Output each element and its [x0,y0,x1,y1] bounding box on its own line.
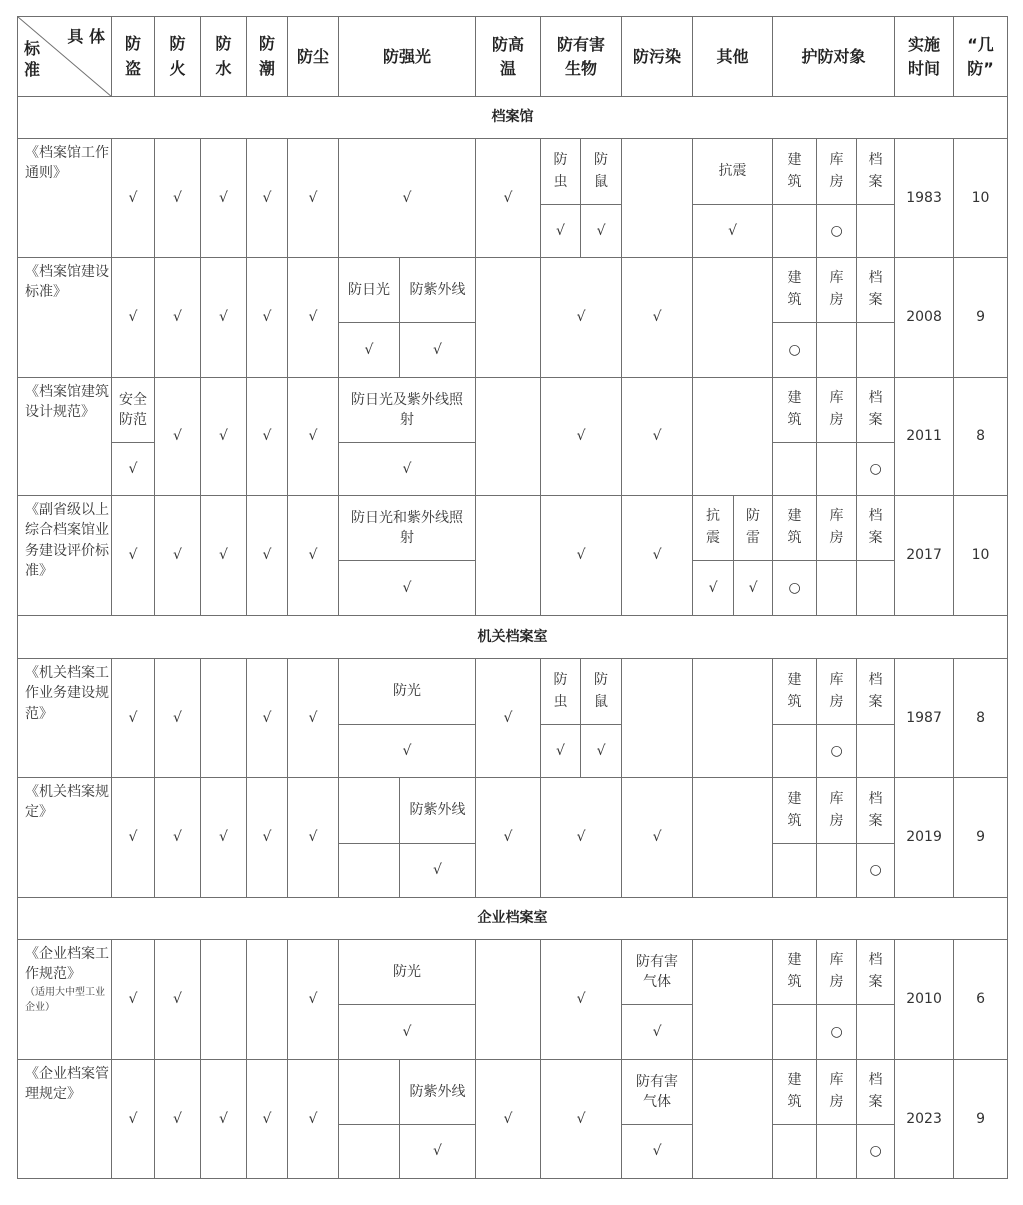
cell-damp: √ [247,378,288,496]
cell-heat [476,378,541,496]
cell-archive [857,1005,895,1060]
cell-theft: √ [112,1060,155,1179]
label-building: 建筑 [773,1060,817,1125]
cell-count: 8 [954,659,1008,778]
cell-water: √ [201,778,247,898]
cell-dust: √ [288,378,339,496]
header-fire: 防火 [155,17,201,97]
label-archive: 档案 [857,258,895,323]
cell-dust: √ [288,778,339,898]
row-name: 《机关档案工作业务建设规范》 [18,659,112,778]
cell-storeroom [817,561,857,616]
section-row [18,97,1008,139]
cell-count: 6 [954,940,1008,1060]
cell-other [693,940,773,1060]
cell-year: 2019 [895,778,954,898]
cell-damp: √ [247,139,288,258]
cell-pollution [622,139,693,258]
cell-dust: √ [288,258,339,378]
label-archive: 档案 [857,1060,895,1125]
cell-storeroom: ○ [817,205,857,258]
header-pollution: 防污染 [622,17,693,97]
cell-building: ○ [773,323,817,378]
label-earthquake: 抗震 [693,139,773,205]
row-note: （适用大中型工业企业） [25,986,105,1013]
cell-fire: √ [155,778,201,898]
cell-archive [857,205,895,258]
cell-archive [857,561,895,616]
header-water: 防水 [201,17,247,97]
cell-other [693,258,773,378]
cell-dust: √ [288,659,339,778]
label-building: 建筑 [773,778,817,844]
cell-theft: √ [112,940,155,1060]
table-row [18,258,1008,323]
cell-archive: ○ [857,1125,895,1179]
label-building: 建筑 [773,659,817,725]
cell-archive [857,725,895,778]
label-storeroom: 库房 [817,1060,857,1125]
cell-light: √ [339,725,476,778]
cell-heat [476,940,541,1060]
cell-count: 9 [954,258,1008,378]
cell-earthquake: √ [693,205,773,258]
cell-sunlight-label [339,778,400,844]
label-storeroom: 库房 [817,139,857,205]
cell-fire: √ [155,378,201,496]
cell-storeroom [817,323,857,378]
label-uv: 防紫外线 [400,778,476,844]
header-damp: 防潮 [247,17,288,97]
cell-fire: √ [155,659,201,778]
cell-dust: √ [288,496,339,616]
label-harmful-gas: 防有害气体 [622,940,693,1005]
row-name: 《档案馆建设标准》 [18,258,112,378]
cell-rat: √ [581,725,622,778]
cell-water: √ [201,1060,247,1179]
label-archive: 档案 [857,778,895,844]
table-row [18,139,1008,205]
label-sun-uv: 防日光和紫外线照射 [339,496,476,561]
cell-uv: √ [400,844,476,898]
cell-count: 9 [954,1060,1008,1179]
cell-light: √ [339,443,476,496]
row-name: 《档案馆建筑设计规范》 [18,378,112,496]
cell-count: 8 [954,378,1008,496]
cell-building [773,205,817,258]
label-sun-uv: 防日光及紫外线照射 [339,378,476,443]
cell-building [773,725,817,778]
cell-pests: √ [541,940,622,1060]
cell-pollution: √ [622,778,693,898]
label-building: 建筑 [773,139,817,205]
row-name: 《副省级以上综合档案馆业务建设评价标准》 [18,496,112,616]
cell-insect: √ [541,205,581,258]
cell-year: 2010 [895,940,954,1060]
label-security: 安全防范 [112,378,155,443]
label-archive: 档案 [857,940,895,1005]
row-name: 《企业档案管理规定》 [18,1060,112,1179]
cell-pests: √ [541,258,622,378]
cell-damp: √ [247,778,288,898]
cell-theft: √ [112,258,155,378]
cell-pollution: √ [622,496,693,616]
label-light: 防光 [339,659,476,725]
cell-other [693,659,773,778]
cell-pollution: √ [622,378,693,496]
label-rat: 防鼠 [581,659,622,725]
label-lightning: 防雷 [734,496,773,561]
cell-water: √ [201,139,247,258]
cell-building: ○ [773,561,817,616]
row-name [18,940,112,1060]
cell-fire: √ [155,940,201,1060]
cell-water: √ [201,496,247,616]
label-building: 建筑 [773,496,817,561]
label-uv: 防紫外线 [400,258,476,323]
label-sunlight: 防日光 [339,258,400,323]
label-storeroom: 库房 [817,496,857,561]
cell-building [773,443,817,496]
header-heat: 防高温 [476,17,541,97]
label-storeroom: 库房 [817,378,857,443]
cell-sunlight: √ [339,323,400,378]
cell-heat [476,258,541,378]
label-rat: 防鼠 [581,139,622,205]
header-theft: 防盗 [112,17,155,97]
cell-pollution: √ [622,1125,693,1179]
cell-uv: √ [400,323,476,378]
row-name-text: 《企业档案工作规范》 [25,946,109,983]
cell-sunlight [339,844,400,898]
cell-rat: √ [581,205,622,258]
cell-building [773,1125,817,1179]
label-harmful-gas: 防有害气体 [622,1060,693,1125]
label-storeroom: 库房 [817,778,857,844]
cell-year: 2017 [895,496,954,616]
cell-year: 2023 [895,1060,954,1179]
label-archive: 档案 [857,659,895,725]
cell-pests: √ [541,1060,622,1179]
table-row [18,378,1008,443]
cell-dust: √ [288,139,339,258]
cell-dust: √ [288,940,339,1060]
cell-other [693,1060,773,1179]
cell-storeroom [817,443,857,496]
cell-storeroom: ○ [817,725,857,778]
cell-archive [857,323,895,378]
label-storeroom: 库房 [817,258,857,323]
header-dust: 防尘 [288,17,339,97]
cell-water: √ [201,378,247,496]
label-earthquake: 抗震 [693,496,734,561]
cell-lightning: √ [734,561,773,616]
label-light: 防光 [339,940,476,1005]
label-building: 建筑 [773,258,817,323]
table-row [18,940,1008,1005]
cell-damp: √ [247,659,288,778]
cell-fire: √ [155,1060,201,1179]
cell-archive: ○ [857,844,895,898]
cell-pollution [622,659,693,778]
cell-theft: √ [112,496,155,616]
cell-heat: √ [476,139,541,258]
header-count: “几防” [954,17,1008,97]
cell-other [693,378,773,496]
cell-damp: √ [247,258,288,378]
label-archive: 档案 [857,496,895,561]
cell-fire: √ [155,258,201,378]
cell-light: √ [339,139,476,258]
section-enterprise: 企业档案室 [18,898,1008,940]
cell-count: 9 [954,778,1008,898]
cell-sunlight-label [339,1060,400,1125]
header-row [18,17,1008,97]
corner-top-label: 具 体 [67,27,105,46]
cell-dust: √ [288,1060,339,1179]
cell-storeroom: ○ [817,1005,857,1060]
label-storeroom: 库房 [817,940,857,1005]
cell-heat: √ [476,778,541,898]
cell-heat: √ [476,659,541,778]
cell-theft: √ [112,659,155,778]
header-objects: 护防对象 [773,17,895,97]
cell-pests: √ [541,378,622,496]
section-row [18,898,1008,940]
cell-year: 1983 [895,139,954,258]
cell-uv: √ [400,1125,476,1179]
label-archive: 档案 [857,139,895,205]
cell-heat: √ [476,1060,541,1179]
row-name: 《档案馆工作通则》 [18,139,112,258]
cell-water [201,940,247,1060]
table-row [18,659,1008,725]
label-insect: 防虫 [541,659,581,725]
cell-pests: √ [541,778,622,898]
cell-sunlight [339,1125,400,1179]
cell-year: 1987 [895,659,954,778]
cell-count: 10 [954,139,1008,258]
cell-storeroom [817,844,857,898]
standards-table [17,16,1008,1179]
cell-earthquake: √ [693,561,734,616]
cell-archive: ○ [857,443,895,496]
cell-building [773,844,817,898]
label-storeroom: 库房 [817,659,857,725]
cell-pests: √ [541,496,622,616]
cell-year: 2011 [895,378,954,496]
header-year: 实施时间 [895,17,954,97]
cell-insect: √ [541,725,581,778]
label-insect: 防虫 [541,139,581,205]
label-building: 建筑 [773,940,817,1005]
header-pests: 防有害生物 [541,17,622,97]
table-row [18,778,1008,844]
cell-light: √ [339,561,476,616]
cell-fire: √ [155,496,201,616]
label-building: 建筑 [773,378,817,443]
label-archive: 档案 [857,378,895,443]
section-row [18,616,1008,659]
table-row [18,1060,1008,1125]
cell-theft: √ [112,778,155,898]
cell-water [201,659,247,778]
cell-pollution: √ [622,258,693,378]
section-archives: 档案馆 [18,97,1008,139]
corner-bottom-label: 标准 [24,39,41,79]
header-other: 其他 [693,17,773,97]
cell-theft: √ [112,139,155,258]
cell-water: √ [201,258,247,378]
cell-building [773,1005,817,1060]
cell-storeroom [817,1125,857,1179]
cell-heat [476,496,541,616]
cell-theft: √ [112,443,155,496]
cell-fire: √ [155,139,201,258]
cell-damp: √ [247,496,288,616]
cell-pollution: √ [622,1005,693,1060]
cell-year: 2008 [895,258,954,378]
cell-other [693,778,773,898]
section-organ: 机关档案室 [18,616,1008,659]
cell-damp [247,940,288,1060]
label-uv: 防紫外线 [400,1060,476,1125]
table-row [18,496,1008,561]
header-corner [18,17,112,97]
cell-count: 10 [954,496,1008,616]
cell-damp: √ [247,1060,288,1179]
header-light: 防强光 [339,17,476,97]
row-name: 《机关档案规定》 [18,778,112,898]
cell-light: √ [339,1005,476,1060]
